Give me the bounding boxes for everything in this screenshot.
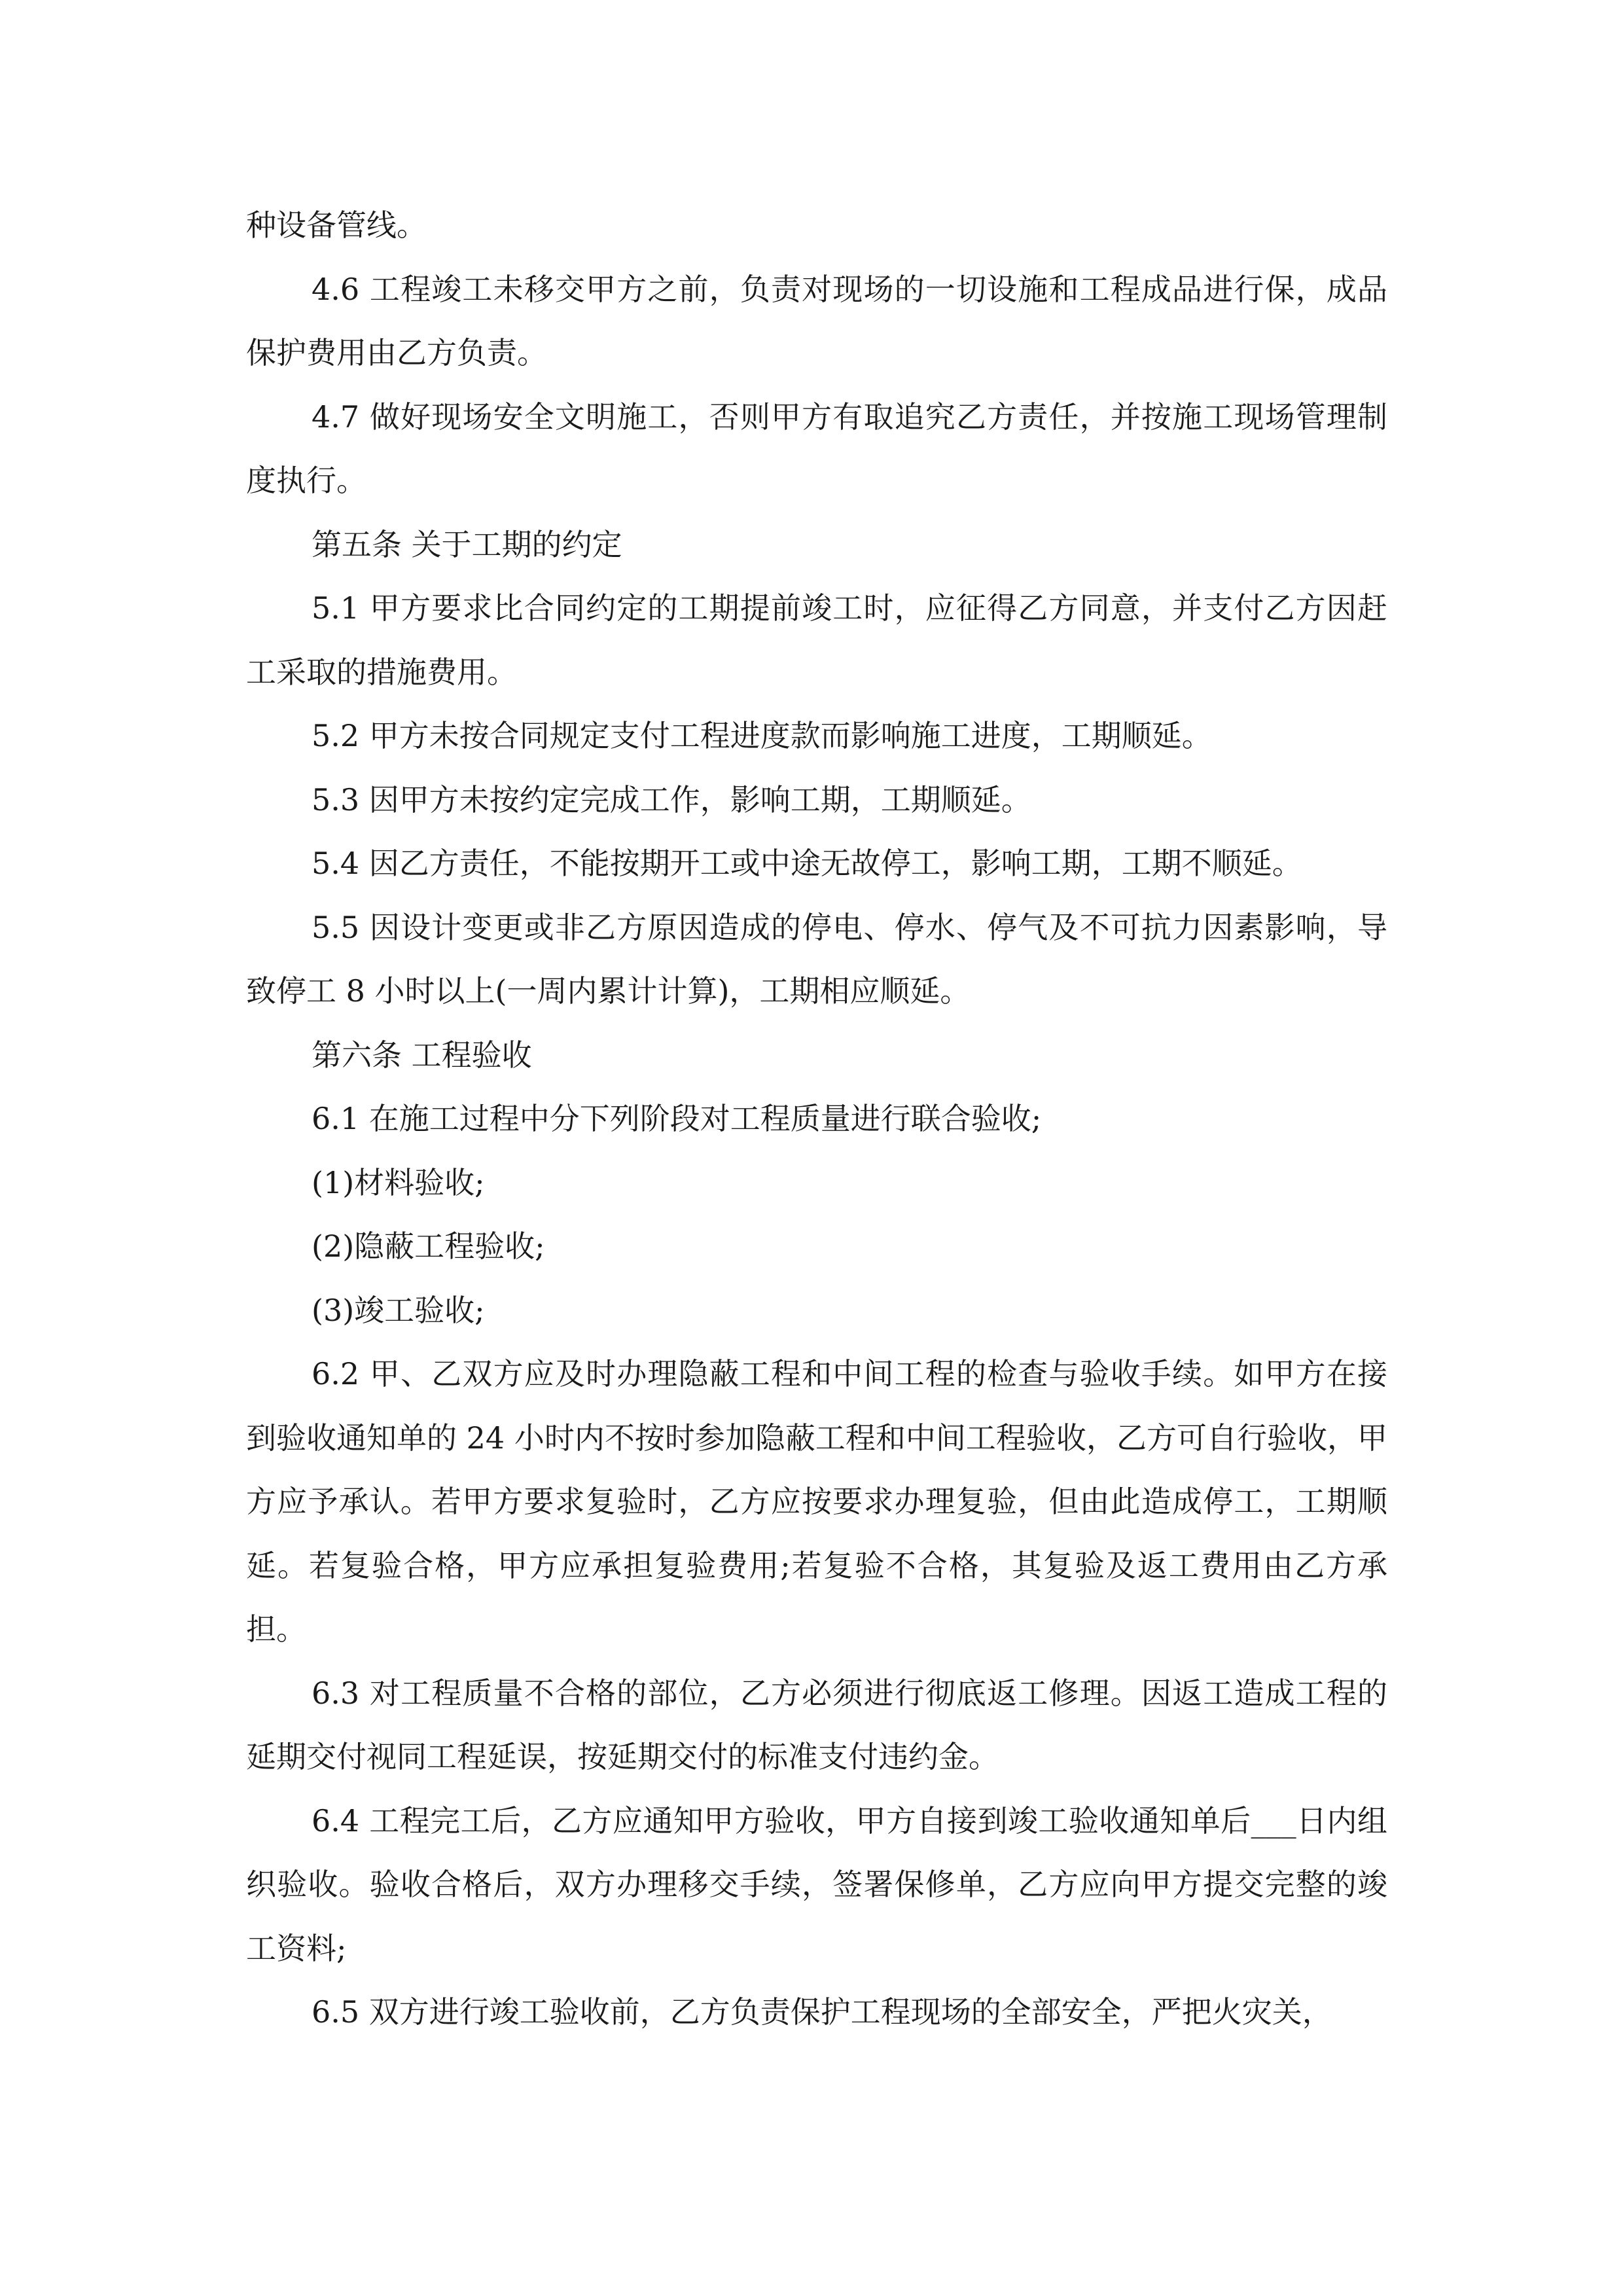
list-item: (3)竣工验收; <box>312 1292 485 1328</box>
paragraph: 6.3 对工程质量不合格的部位，乙方必须进行彻底返工修理。因返工造成工程的延期交付视同工程延误，按延期交付的标准支付违约金。 <box>246 1675 1387 1774</box>
section-heading: 第五条 关于工期的约定 <box>312 526 622 562</box>
paragraph: 6.2 甲、乙双方应及时办理隐蔽工程和中间工程的检查与验收手续。如甲方在接到验收通知单的 24 小时内不按时参加隐蔽工程和中间工程验收，乙方可自行验收，甲方应予承认。若甲方要求复验时，乙方应按要求办理复验，但由此造成停工，工期顺延。若复验合格，甲方应承担复验费用;若复验不合格，其复验及返工费用由乙方承担。 <box>246 1356 1387 1647</box>
document-body <box>246 194 1387 2045</box>
paragraph: 6.4 工程完工后，乙方应通知甲方验收，甲方自接到竣工验收通知单后___日内组织验收。验收合格后，双方办理移交手续，签署保修单，乙方应向甲方提交完整的竣工资料; <box>246 1803 1387 1966</box>
paragraph: 种设备管线。 <box>246 207 427 243</box>
section-heading: 第六条 工程验收 <box>312 1037 532 1073</box>
paragraph: 6.1 在施工过程中分下列阶段对工程质量进行联合验收; <box>312 1101 1042 1136</box>
paragraph: 5.2 甲方未按合同规定支付工程进度款而影响施工进度，工期顺延。 <box>312 718 1212 753</box>
list-item: (2)隐蔽工程验收; <box>312 1229 545 1264</box>
paragraph: 5.3 因甲方未按约定完成工作，影响工期，工期顺延。 <box>312 781 1031 817</box>
paragraph: 4.7 做好现场安全文明施工，否则甲方有取追究乙方责任，并按施工现场管理制度执行。 <box>246 399 1387 498</box>
paragraph: 4.6 工程竣工未移交甲方之前，负责对现场的一切设施和工程成品进行保，成品保护费用由乙方负责。 <box>246 271 1387 370</box>
paragraph: 5.1 甲方要求比合同约定的工期提前竣工时，应征得乙方同意，并支付乙方因赶工采取的措施费用。 <box>246 590 1387 690</box>
paragraph: 5.4 因乙方责任，不能按期开工或中途无故停工，影响工期，工期不顺延。 <box>312 846 1302 881</box>
paragraph: 6.5 双方进行竣工验收前，乙方负责保护工程现场的全部安全，严把火灾关， <box>312 1994 1332 2030</box>
paragraph: 5.5 因设计变更或非乙方原因造成的停电、停水、停气及不可抗力因素影响，导致停工 8 小时以上(一周内累计计算)，工期相应顺延。 <box>246 909 1387 1009</box>
list-item: (1)材料验收; <box>312 1164 485 1200</box>
